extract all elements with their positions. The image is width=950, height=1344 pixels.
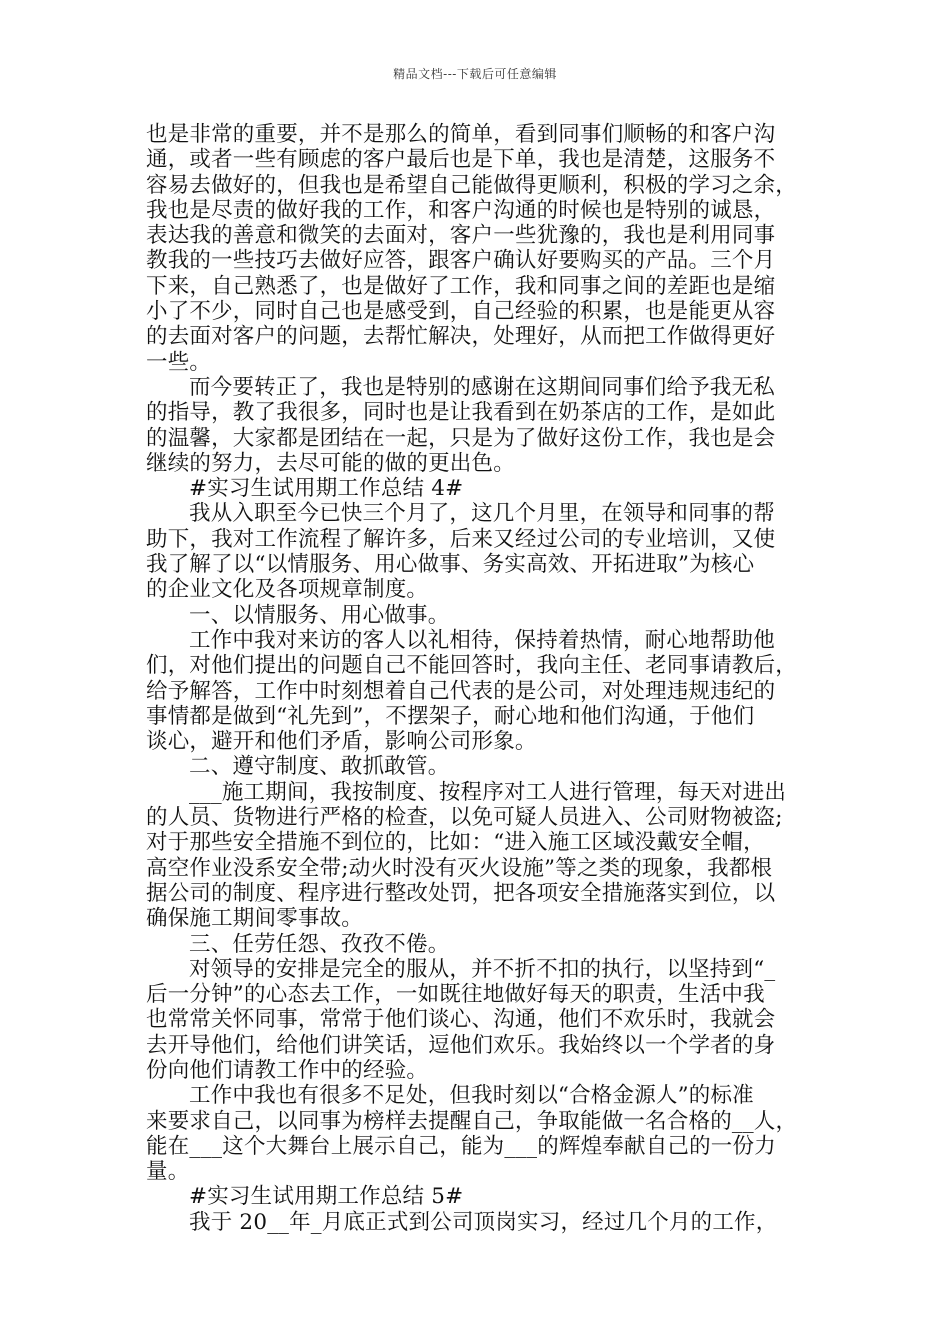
text-line: 也常常关怀同事，常常于他们谈心、沟通，他们不欢乐时，我就会 (146, 1007, 776, 1033)
text-line: 的企业文化及各项规章制度。 (146, 577, 429, 603)
text-line: 继续的努力，去尽可能的做的更出色。 (146, 450, 515, 476)
text-line: 通，或者一些有顾虑的客户最后也是下单，我也是清楚，这服务不 (146, 147, 776, 173)
text-line: 确保施工期间零事故。 (146, 906, 364, 932)
text-line: #实习生试用期工作总结 5# (189, 1184, 464, 1210)
text-line: 后一分钟”的心态去工作，一如既往地做好每天的职责，生活中我 (146, 982, 765, 1008)
text-line: 工作中我也有很多不足处，但我时刻以“合格金源人”的标准 (189, 1083, 754, 1109)
text-line: 去开导他们，给他们讲笑话，逗他们欢乐。我始终以一个学者的身 (146, 1032, 776, 1058)
text-line: 来要求自己，以同事为榜样去提醒自己，争取能做一名合格的__人， (146, 1108, 798, 1134)
page-header: 精品文档---下载后可任意编辑 (393, 67, 557, 81)
text-line: 的温馨，大家都是团结在一起，只是为了做好这份工作，我也是会 (146, 425, 776, 451)
text-line: 们，对他们提出的问题自己不能回答时，我向主任、老同事请教后， (146, 653, 798, 679)
text-line: 能在___这个大舞台上展示自己，能为___的辉煌奉献自己的一份力 (146, 1133, 776, 1159)
text-line: 的去面对客户的问题，去帮忙解决，处理好，从而把工作做得更好 (146, 324, 776, 350)
text-line: 助下，我对工作流程了解许多，后来又经过公司的专业培训，又使 (146, 526, 776, 552)
text-line: 小了不少，同时自己也是感受到，自己经验的积累，也是能更从容 (146, 299, 776, 325)
text-line: 给予解答，工作中时刻想着自己代表的是公司，对处理违规违纪的 (146, 678, 776, 704)
text-line: 我从入职至今已快三个月了，这几个月里，在领导和同事的帮 (189, 501, 775, 527)
document-body (146, 122, 811, 1235)
text-line: 份向他们请教工作中的经验。 (146, 1057, 429, 1083)
text-line: 高空作业没系安全带;动火时没有灭火设施”等之类的现象，我都根 (146, 855, 773, 881)
text-line: 谈心，避开和他们矛盾，影响公司形象。 (146, 729, 537, 755)
text-line: 据公司的制度、程序进行整改处罚，把各项安全措施落实到位，以 (146, 880, 776, 906)
text-line: 表达我的善意和微笑的去面对，客户一些犹豫的，我也是利用同事 (146, 223, 776, 249)
text-line: 三、任劳任怨、孜孜不倦。 (189, 931, 450, 957)
text-line: #实习生试用期工作总结 4# (189, 476, 464, 502)
text-line: 对于那些安全措施不到位的，比如：“进入施工区域没戴安全帽， (146, 830, 765, 856)
text-line: 二、遵守制度、敢抓敢管。 (189, 754, 450, 780)
text-line: 也是非常的重要，并不是那么的简单，看到同事们顺畅的和客户沟 (146, 122, 776, 147)
text-line: 一、以情服务、用心做事。 (189, 602, 450, 628)
text-line: 教我的一些技巧去做好应答，跟客户确认好要购买的产品。三个月 (146, 248, 776, 274)
text-line: 的人员、货物进行严格的检查，以免可疑人员进入、公司财物被盗; (146, 805, 783, 831)
text-line: 一些。 (146, 349, 212, 375)
text-line: 对领导的安排是完全的服从，并不折不扣的执行，以坚持到“_ (189, 956, 776, 982)
text-line: 的指导，教了我很多，同时也是让我看到在奶茶店的工作，是如此 (146, 400, 776, 426)
text-line: 量。 (146, 1159, 190, 1185)
text-line: 事情都是做到“礼先到”，不摆架子，耐心地和他们沟通，于他们 (146, 703, 755, 729)
text-line: 工作中我对来访的客人以礼相待，保持着热情，耐心地帮助他 (189, 627, 775, 653)
text-line: 而今要转正了，我也是特别的感谢在这期间同事们给予我无私 (189, 374, 775, 400)
text-line: 容易去做好的，但我也是希望自己能做得更顺利，积极的学习之余， (146, 172, 798, 198)
text-line: 我于 20__年_月底正式到公司顶岗实习，经过几个月的工作， (189, 1209, 778, 1235)
text-line: 下来，自己熟悉了，也是做好了工作，我和同事之间的差距也是缩 (146, 273, 776, 299)
text-line: 我也是尽责的做好我的工作，和客户沟通的时候也是特别的诚恳， (146, 197, 776, 223)
text-line: 我了解了以“以情服务、用心做事、务实高效、开拓进取”为核心 (146, 552, 755, 578)
text-line: ___施工期间，我按制度、按程序对工人进行管理，每天对进出 (189, 779, 787, 805)
